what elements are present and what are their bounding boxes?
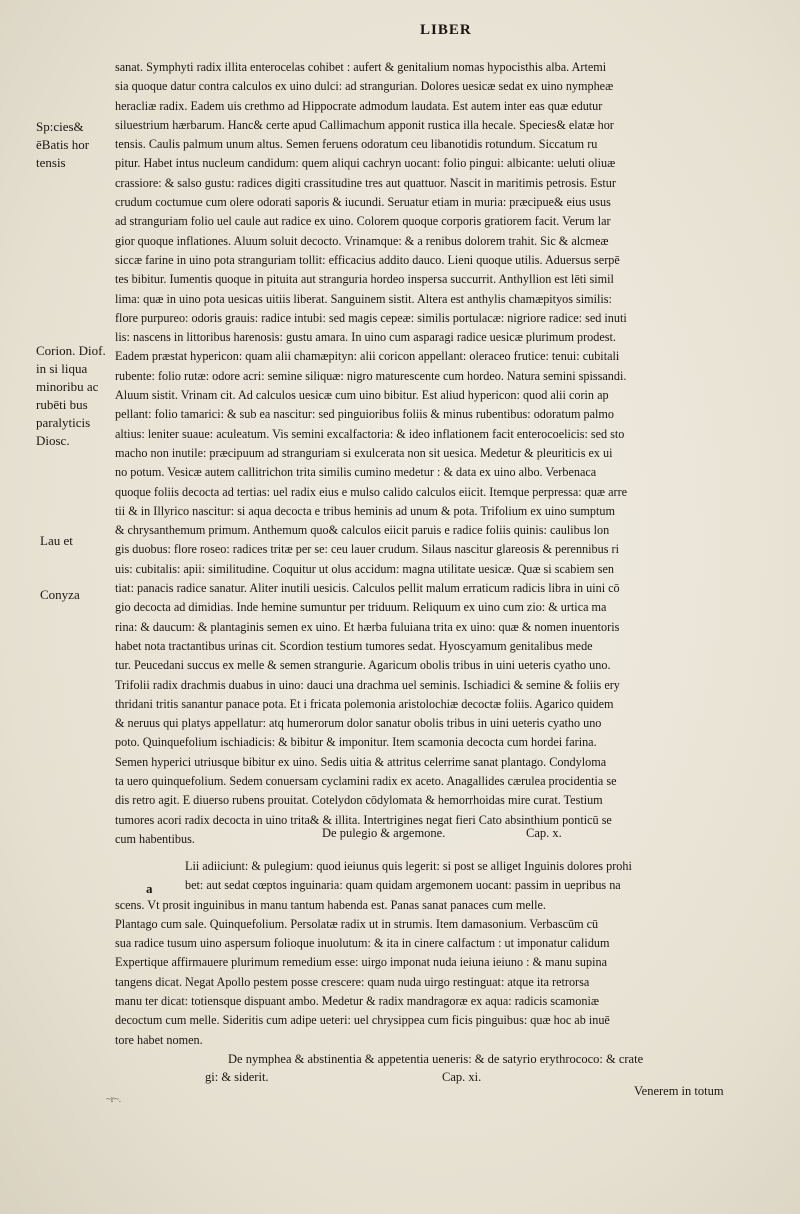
text-line: no potum. Vesicæ autem callitrichon trita similis cumino medetur : & data ex uino albo. Verbenaca — [115, 465, 597, 480]
text-line: decoctum cum melle. Sideritis cum adipe ueteri: uel chrysippea cum ficis pinguibus: quæ hoc ab inuē — [115, 1013, 610, 1028]
text-line: altius: leniter suaue: aculeatum. Vis semini excalfactoria: & ideo inflationem facit enterocoelicis: sed sto — [115, 426, 625, 441]
text-line: rina: & daucum: & plantaginis semen ex uino. Et hærba fuluiana trita ex uino: quæ & nomen inuentoris — [115, 619, 620, 634]
text-line: sanat. Symphyti radix illita enterocelas cohibet : aufert & genitalium nomas hypocisthis alba. Artemi — [115, 60, 607, 74]
text-line: & chrysanthemum primum. Anthemum quo& calculos eiicit paruis e radice foliis quinis: caulibus lon — [115, 523, 610, 538]
text-line: crassiore: & salso gustu: radices digiti crassitudine tres aut quattuor. Nascit in maritimis petrosis. Estur — [115, 175, 616, 190]
text-line: crudum coctumue cum olere odorati saporis & iucundi. Seruatur etiam in muria: præcipue& eius usus — [115, 195, 611, 210]
text-line: siluestrium hærbarum. Hanc& certe apud Callimachum apponit rustica illa hecale. Species& elatæ hor — [115, 117, 614, 132]
text-line: poto. Quinquefolium ischiadicis: & bibitur & imponitur. Item scamonia decocta cum hordei farina. — [115, 735, 597, 750]
text-line: cum habentibus. — [115, 831, 195, 846]
section-heading-nymphea: De nymphea & abstinentia & appetentia ueneris: & de satyrio erythrococo: & crate — [228, 1052, 644, 1066]
text-line: gio decocta ad dimidias. Inde hemine sumuntur per triduum. Reliquum ex uino cum zio: & urtica ma — [115, 600, 607, 615]
text-line: tensis. Caulis palmum unum altus. Semen feruens odoratum ceu libanotidis rotundum. Siccatum ru — [115, 137, 598, 152]
main-text-block — [115, 58, 790, 849]
margin-note-species: Sp:cies& ēBatis hor tensis — [36, 119, 90, 170]
text-line: uis: cubitalis: apii: similitudine. Coquitur ut olus accidum: magna utilitate uesicæ. Quæ si scabiem sen — [115, 561, 614, 576]
text-line: ad stranguriam folio uel caule aut radice ex uino. Colorem quoque corporis gratiorem facit. Verum lar — [115, 214, 611, 229]
margin-letter: a — [146, 881, 153, 896]
text-line: lis: nascens in littoribus harenosis: gustu amara. In uino cum asparagi radice uesicæ plurimum prodest. — [115, 330, 616, 345]
text-line: Plantago cum sale. Quinquefolium. Persolatæ radix ut in strumis. Item damasonium. Verbascūm cū — [115, 916, 599, 931]
text-line: scens. Vt prosit inguinibus in manu tantum habenda est. Panas sanat panaces cum melle. — [115, 897, 546, 912]
text-line: flore purpureo: odoris grauis: radice intubi: sed magis cepeæ: similis portulacæ: nigriore radice: sed inuti — [115, 310, 627, 325]
text-line: pellant: folio tamarici: & sub ea nascitur: sed pinguioribus foliis & minus rubentibus: odoratum palmo — [115, 407, 614, 422]
text-line: siccæ farine in uino pota stranguriam tollit: efficacius addito dauco. Lieni quoque utilis. Aduersus serpē — [115, 252, 620, 267]
catchword: Venerem in totum — [634, 1084, 724, 1098]
text-line: manu ter dicat: totiensque dispuant ambo. Medetur & radix mandragoræ ex aqua: radicis scamoniæ — [115, 994, 599, 1009]
running-head: LIBER — [420, 22, 472, 38]
text-line: Trifolii radix drachmis duabus in uino: dauci una drachma uel seminis. Ischiadici & semine & foliis ery — [115, 677, 620, 692]
margin-note-lau: Lau et — [40, 533, 73, 548]
text-line: rubente: folio rutæ: odore acri: semine siliquæ: nigro maturescente cum hordeo. Natura semini spissandi. — [115, 368, 627, 383]
text-line: Eadem præstat hypericon: quam alii chamæpityn: alii coricon appellant: oleraceo frutice: tenui: cubitali — [115, 349, 620, 364]
text-line: heracliæ radix. Eadem uis crethmo ad Hippocrate admodum laudata. Est autem inter eas quæ edutur — [115, 98, 603, 113]
text-line: tii & in Illyrico nascitur: si aqua decocta e tribus heminis ad unum & pota. Trifolium ex uino sumptum — [115, 503, 615, 518]
text-line: Semen hyperici utriusque bibitur ex uino. Sedis uitia & attritus celerrime sanat plantago. Condyloma — [115, 754, 607, 769]
text-line: Lii adiiciunt: & pulegium: quod ieiunus quis legerit: si post se alliget Inguinis dolores prohi — [185, 859, 632, 873]
text-line: habet nota tractantibus urinas cit. Scordion testium tumores sedat. Hyoscyamum genitalibus mede — [115, 638, 593, 653]
text-line: Expertique affirmauere plurimum remedium esse: uirgo imponat nuda ieiuna ieiuno : & manu supina — [115, 955, 608, 970]
text-line: quoque foliis decocta ad tertias: uel radix eius e mulso calido calculos eiicit. Itemque perpressa: quæ arre — [115, 484, 628, 499]
text-line: ta uero quinquefolium. Sedem conuersam cyclamini radix ex aceto. Anagallides cærulea procidentia se — [115, 773, 617, 788]
margin-note-conyza: Conyza — [40, 587, 80, 602]
text-line: tumores acori radix decocta in uino trita& & illita. Intertrigines negat fieri Cato absinthium ponticū se — [115, 812, 612, 827]
chapter-number-x: Cap. x. — [526, 826, 562, 840]
chapter-number-xi: Cap. xi. — [442, 1070, 482, 1084]
text-line: bet: aut sedat cœptos inguinaria: quam quidam argemonem uocant: passim in uepribus na — [185, 878, 621, 893]
margin-note-corion: Corion. Diof. in si liqua minoribu ac rubēti bus paralyticis Diosc. — [36, 343, 106, 448]
text-line: sia quoque datur contra calculos ex uino dulci: ad strangurian. Dolores uesicæ sedat ex uino nympheæ — [115, 79, 614, 94]
text-line: tangens dicat. Negat Apollo pestem posse crescere: quam nuda uirgo restinguat: atque ita retrorsa — [115, 974, 590, 989]
section-heading-pulegio: De pulegio & argemone. — [322, 826, 446, 840]
printer-mark: ~r~. — [106, 1094, 121, 1104]
text-line: & neruus qui platys appellatur: atq humerorum dolor sanatur obolis tribus in uini ueteris cyatho uno — [115, 716, 602, 731]
text-line: macho non inutile: præcipuum ad stranguriam si exulcerata non sit uesica. Medetur & pleuriticis ex ui — [115, 445, 613, 460]
text-line: tur. Peucedani succus ex melle & semen strangurie. Agaricum obolis tribus in uini ueteris cyatho uno. — [115, 658, 611, 673]
text-line: gis duobus: flore roseo: radices tritæ per se: ceu lauer crudum. Silaus nascitur glareosis & perennibus ri — [115, 542, 619, 557]
text-line: tiat: panacis radice sanatur. Aliter inutili uesicis. Calculos pellit malum erraticum radicis libra in uini cō — [115, 581, 620, 596]
text-line: dis retro agit. E diuerso rubens prouitat. Cotelydon cōdylomata & hemorrhoidas mire curat. Testium — [115, 793, 603, 808]
section-heading-nymphea-cont: gi: & siderit. — [205, 1070, 269, 1084]
second-text-block — [115, 857, 790, 1050]
text-line: thridani tritis sanantur panace pota. Et i fricata polemonia aristolochiæ decoctæ foliis. Agarico quidem — [115, 696, 614, 711]
text-line: gior quoque inflationes. Aluum soluit decocto. Vrinamque: & a renibus dolorem trahit. Sic & alcmeæ — [115, 233, 609, 248]
text-line: tore habet nomen. — [115, 1032, 203, 1047]
text-line: lima: quæ in uino pota uesicas uitiis liberat. Sanguinem sistit. Altera est anthylis chamæpityos similis: — [115, 291, 612, 306]
text-line: Aluum sistit. Vrinam cit. Ad calculos uesicæ cum uino bibitur. Est aliud hypericon: quod alii corin ap — [115, 388, 609, 403]
text-line: sua radice tusum uino aspersum folioque inuolutum: & ita in cinere calfactum : ut imponatur calidum — [115, 936, 610, 951]
text-line: tes bibitur. Iumentis quoque in pituita aut stranguria hordeo inspersa succurrit. Anthyllion est lēti simil — [115, 272, 614, 287]
text-line: pitur. Habet intus nucleum candidum: quem aliqui cachryn uocant: folio pingui: albicante: ueluti oliuæ — [115, 156, 616, 171]
